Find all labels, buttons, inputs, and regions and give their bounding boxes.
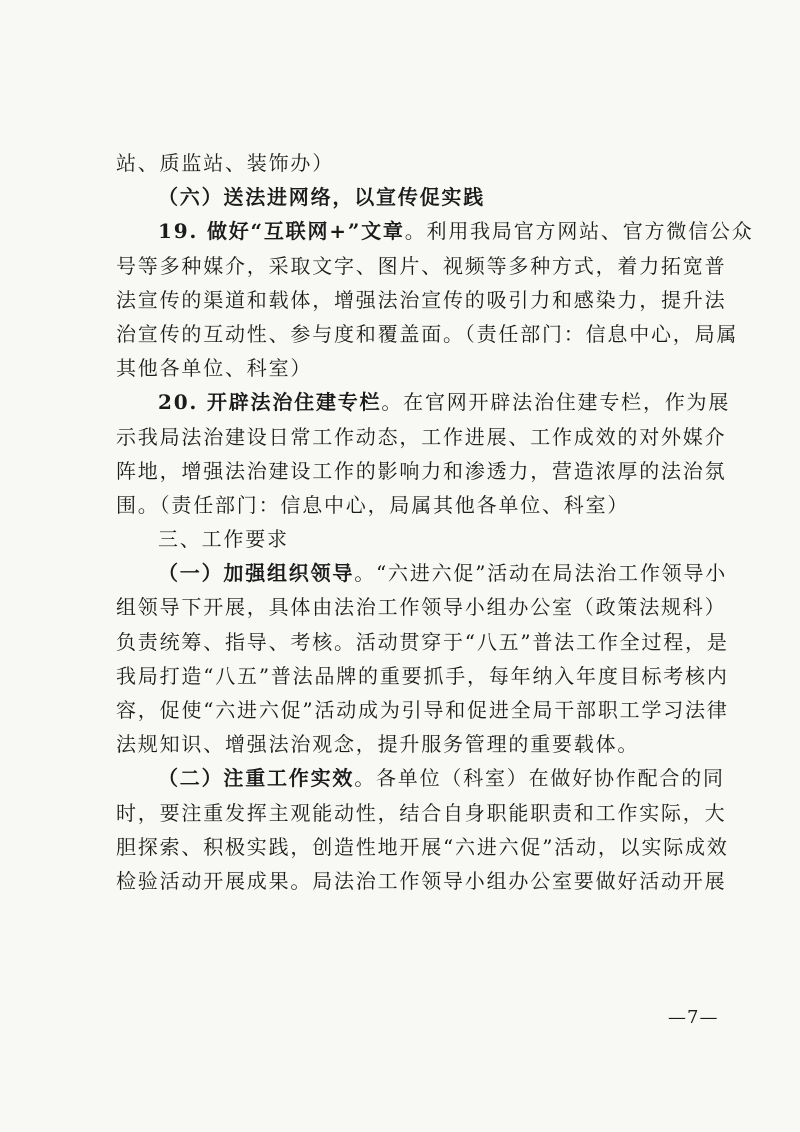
text-line: 时，要注重发挥主观能动性，结合自身职能职责和工作实际，大 — [116, 800, 727, 825]
text-line: 胆探索、积极实践，创造性地开展“六进六促”活动，以实际成效 — [116, 834, 729, 859]
section-heading-six: （六）送法进网络，以宣传促实践 — [158, 185, 485, 210]
text-line: 组领导下开展，具体由法治工作领导小组办公室（政策法规科） — [116, 595, 727, 620]
text-line: 示我局法治建设日常工作动态，工作进展、工作成效的对外媒介 — [116, 424, 727, 449]
text-line: 号等多种媒介，采取文字、图片、视频等多种方式，着力拓宽普 — [116, 253, 727, 278]
text-line: 治宣传的互动性、参与度和覆盖面。（责任部门：信息中心，局属 — [116, 321, 739, 346]
text-line: 容，促使“六进六促”活动成为引导和促进全局干部职工学习法律 — [116, 698, 729, 722]
text-line: 检验活动开展成果。局法治工作领导小组办公室要做好活动开展 — [116, 868, 727, 893]
text-line: 阵地，增强法治建设工作的影响力和渗透力，营造浓厚的法治氛 — [116, 458, 727, 483]
section-heading-requirements: 三、工作要求 — [158, 527, 289, 552]
text-line: 围。（责任部门：信息中心，局属其他各单位、科室） — [116, 492, 630, 517]
document-body — [116, 146, 754, 898]
text-line: 法规知识、增强法治观念，提升服务管理的重要载体。 — [116, 732, 640, 757]
page-number: —7— — [668, 1007, 719, 1028]
text-line: 其他各单位、科室） — [116, 356, 313, 381]
item-19-first-line — [116, 214, 754, 248]
item-20-first-line — [116, 385, 731, 419]
text-line: 站、质监站、装饰办） — [116, 151, 334, 175]
requirement-1-title: （一）加强组织领导 — [158, 561, 355, 586]
text-line: 法宣传的渠道和载体，增强法治宣传的吸引力和感染力，提升法 — [116, 287, 727, 312]
item-19-title: 19. 做好“互联网+”文章 — [158, 219, 405, 244]
requirement-1-text: 。“六进六促”活动在局法治工作领导小 — [354, 561, 728, 586]
item-20-title: 20. 开辟法治住建专栏 — [158, 390, 382, 415]
item-19-text: 。利用我局官方网站、官方微信公众 — [404, 219, 754, 244]
requirement-2-first-line — [116, 761, 725, 795]
requirement-2-title: （二）注重工作实效 — [158, 766, 355, 791]
requirement-1-first-line — [116, 556, 728, 590]
requirement-2-text: 。各单位（科室）在做好协作配合的同 — [354, 766, 725, 791]
text-line: 负责统筹、指导、考核。活动贯穿于“八五”普法工作全过程，是 — [116, 629, 729, 654]
item-20-text: 。在官网开辟法治住建专栏，作为展 — [381, 390, 731, 415]
text-line: 我局打造“八五”普法品牌的重要抓手，每年纳入年度目标考核内 — [116, 663, 729, 688]
